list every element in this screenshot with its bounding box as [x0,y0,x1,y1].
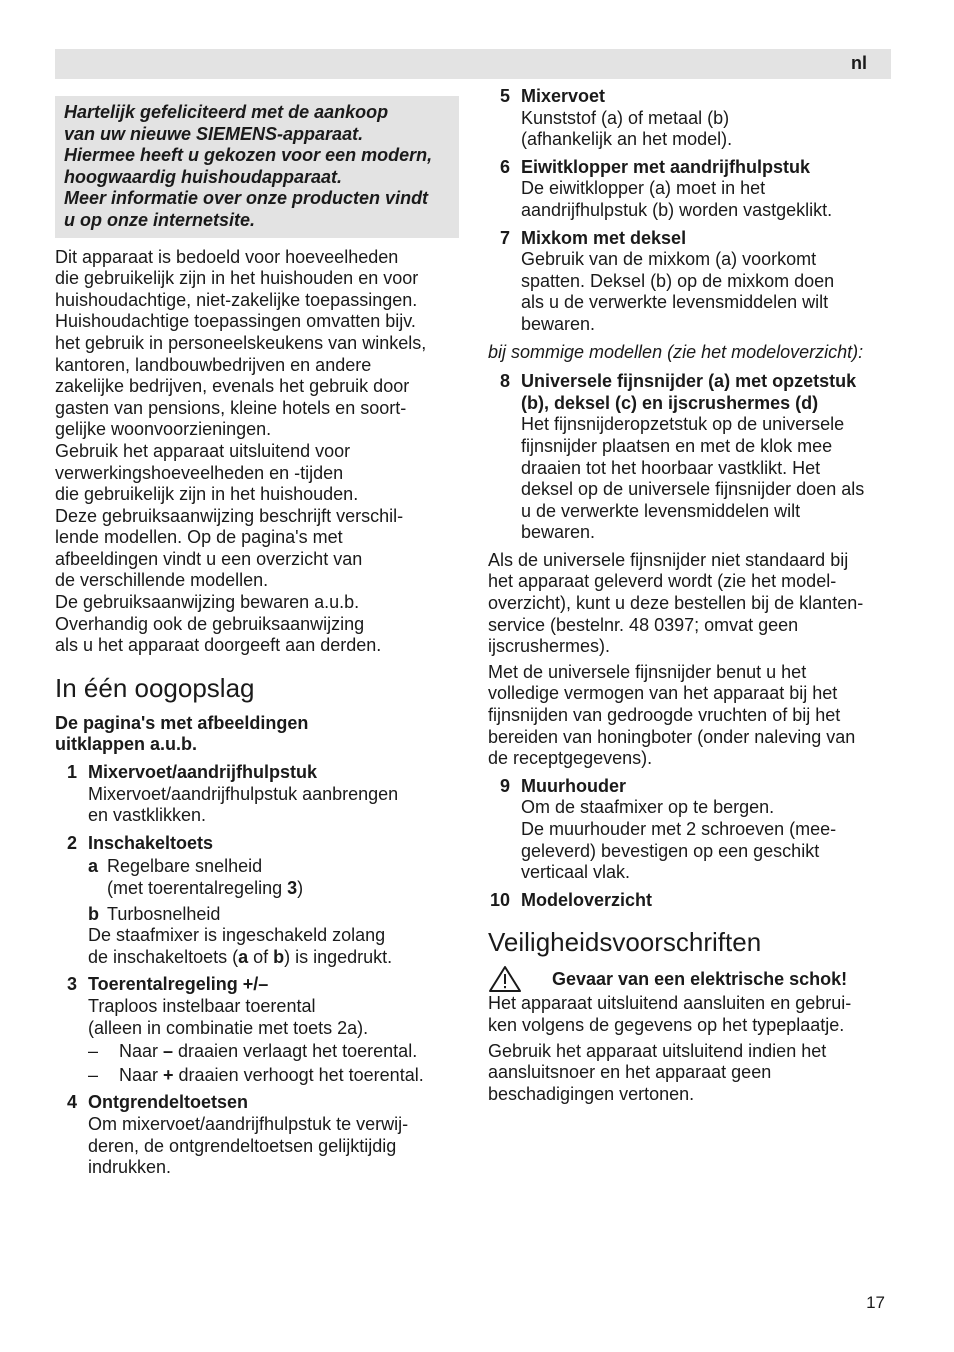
item-body-line [88,947,459,969]
item-body-line: Kunststof (a) of metaal (b) [521,107,730,128]
para-line: de receptgegevens). [488,748,653,769]
item-title: Ontgrendeltoetsen [88,1092,249,1113]
subheading-line: uitklappen a.u.b. [55,734,198,755]
item-title: Mixkom met deksel [521,227,687,248]
item-body-line: verticaal vlak. [521,862,631,883]
usage-line: het gebruik in personeelskeukens van winkels, [55,332,427,353]
item-number: 2 [67,832,78,853]
usage-line: Huishoudachtige toepassingen omvatten bijv. [55,311,416,332]
warning-text: Gevaar van een elektrische schok! [552,968,848,989]
intro-line: van uw nieuwe SIEMENS-apparaat. [64,123,364,144]
item-body-line: u de verwerkte levensmiddelen wilt [521,500,801,521]
overview-item-3 [55,974,459,1086]
item-number: 7 [500,227,511,248]
para-line: beschadigingen vertonen. [488,1083,695,1104]
para-line: Gebruik het apparaat uitsluitend indien het [488,1040,827,1061]
usage-line: Gebruik het apparaat uitsluitend voor [55,440,351,461]
usage-line: die gebruikelijk zijn in het huishouden en voor [55,268,419,289]
usage-line: kantoren, landbouwbedrijven en andere [55,354,372,375]
safety-paragraph-2 [488,1041,892,1106]
usage-paragraph [55,247,459,657]
text-run: of [248,946,274,967]
usage-line: zakelijke bedrijven, evenals het gebruik door [55,376,410,397]
para-line: service (bestelnr. 48 0397; omvat geen [488,614,799,635]
overview-item-7 [488,228,892,336]
item-body-line: De muurhouder met 2 schroeven (mee- [521,819,837,839]
text-run-bold: b [273,946,285,967]
item-title: Universele fijnsnijder (a) met opzetstuk [521,371,857,392]
item-number: 9 [500,775,511,796]
item-body-line: (alleen in combinatie met toets 2a). [88,1017,369,1038]
intro-box [55,96,459,238]
item-body-line: en vastklikken. [88,805,207,826]
intro-line: Hartelijk gefeliciteerd met de aankoop [64,102,389,122]
item-body-line: De staafmixer is ingeschakeld zolang [88,925,386,946]
usage-line: gasten van pensions, kleine hotels en soort- [55,397,407,418]
item-body-line: indrukken. [88,1157,172,1178]
sub-item-b [88,904,459,926]
usage-line: afbeeldingen vindt u een overzicht van [55,548,363,569]
text-run-bold: a [238,946,249,967]
text-run: draaien verlaagt het toerental. [173,1041,418,1062]
overview-heading: In één oogopslag [55,672,255,703]
para-line: ken volgens de gegevens op het typeplaatje. [488,1014,845,1035]
item-body-line: bewaren. [521,522,596,543]
intro-line: Hiermee heeft u gekozen voor een modern, [64,145,433,166]
item-body-line: geleverd) bevestigen op een geschikt [521,840,820,861]
usage-line: gelijke woonvoorzieningen. [55,419,272,440]
intro-line: hoogwaardig huishoudapparaat. [64,166,343,187]
overview-item-10 [488,890,892,912]
text-run: draaien verhoogt het toerental. [173,1064,424,1085]
dash-item [88,1041,459,1063]
safety-paragraph-1 [488,993,892,1036]
sub-letter: a [88,856,99,877]
intro-line: u op onze internetsite. [64,209,256,230]
warning-triangle-icon [488,965,522,993]
item-body-line: deksel op de universele fijnsnijder doen als [521,479,865,500]
usage-line: verwerkingshoeveelheden en -tijden [55,462,344,483]
item-body-line: fijnsnijder plaatsen en met de klok mee [521,435,833,456]
item-title: Modeloverzicht [521,889,653,910]
usage-line: huishoudachtige, niet-zakelijke toepassingen. [55,289,418,310]
usage-line: Deze gebruiksaanwijzing beschrijft verschil- [55,505,404,526]
item-body-line: als u de verwerkte levensmiddelen wilt [521,292,829,313]
para-line: Het apparaat uitsluitend aansluiten en gebrui- [488,993,852,1014]
item-number: 8 [500,371,511,392]
overview-item-1 [55,762,459,827]
usage-line: De gebruiksaanwijzing bewaren a.u.b. [55,592,360,613]
item-body-line: Het fijnsnijderopzetstuk op de universele [521,414,845,435]
para-line: aansluitsnoer en het apparaat geen [488,1062,772,1083]
item-number: 4 [67,1092,78,1113]
item-number: 1 [67,762,78,783]
para-line: het apparaat geleverd wordt (zie het model- [488,571,837,592]
text-run: Naar [119,1041,164,1062]
item-body-line: Om mixervoet/aandrijfhulpstuk te verwij- [88,1113,409,1134]
overview-item-8 [488,371,892,544]
item-number: 3 [67,974,78,995]
usage-line: de verschillende modellen. [55,570,269,591]
fijnsnijder-order-paragraph [488,550,892,658]
item-body-line: (afhankelijk an het model). [521,129,733,150]
item-number: 6 [500,156,511,177]
overview-item-6 [488,157,892,222]
overview-item-5 [488,86,892,151]
item-title: Eiwitklopper met aandrijfhulpstuk [521,156,811,177]
item-title: Mixervoet [521,86,606,106]
item-number: 5 [500,86,511,106]
usage-line: als u het apparaat doorgeeft aan derden. [55,635,382,656]
language-label: nl [851,53,867,73]
header-bar [55,49,891,79]
intro-line: Meer informatie over onze producten vindt [64,188,429,209]
para-line: bereiden van honingboter (onder naleving van [488,726,856,747]
overview-item-4 [55,1092,459,1178]
item-body-line: aandrijfhulpstuk (b) worden vastgeklikt. [521,199,833,220]
para-line: ijscrushermes). [488,636,611,657]
para-line: Als de universele fijnsnijder niet standaard bij [488,549,849,570]
text-run: Naar [119,1064,164,1085]
sub-text: ) [297,878,304,898]
electric-shock-warning [488,965,892,993]
item-body-line: Traploos instelbaar toerental [88,995,316,1016]
page-number: 17 [866,1293,885,1312]
sub-text: Turbosnelheid [107,903,221,924]
sub-text: Regelbare snelheid [107,856,263,877]
item-number: 10 [490,889,511,910]
dash-bullet: – [88,1041,99,1062]
item-body-line: Gebruik van de mixkom (a) voorkomt [521,249,817,270]
text-run-bold: + [163,1064,174,1085]
usage-line: Overhandig ook de gebruiksaanwijzing [55,613,365,634]
dash-bullet: – [88,1064,99,1085]
models-note: bij sommige modellen (zie het modeloverzicht): [488,341,864,362]
item-body-line: Mixervoet/aandrijfhulpstuk aanbrengen [88,783,399,804]
item-body-line: Om de staafmixer op te bergen. [521,797,775,818]
text-run: de inschakeltoets ( [88,946,239,967]
para-line: Met de universele fijnsnijder benut u het [488,661,807,682]
sub-item-a [88,856,459,899]
overview-subheading [55,713,459,756]
text-run-bold: – [163,1041,174,1062]
sub-text: (met toerentalregeling [107,878,288,898]
usage-line: die gebruikelijk zijn in het huishouden. [55,484,359,505]
usage-line: Dit apparaat is bedoeld voor hoeveelheden [55,246,399,267]
overview-item-2 [55,833,459,969]
left-column [55,96,459,1185]
subheading-line: De pagina's met afbeeldingen [55,712,309,733]
para-line: volledige vermogen van het apparaat bij het [488,683,838,704]
item-body-line: draaien tot het hoorbaar vastklikt. Het [521,457,821,478]
overview-item-9 [488,776,892,884]
sub-letter: b [88,903,99,924]
fijnsnijder-use-paragraph [488,662,892,770]
dash-item [88,1065,459,1087]
item-title: Muurhouder [521,775,626,796]
item-body-line: deren, de ontgrendeltoetsen gelijktijdig [88,1135,397,1156]
item-title: (b), deksel (c) en ijscrushermes (d) [521,392,819,413]
sub-text-bold: 3 [287,878,298,898]
text-run: ) is ingedrukt. [284,946,393,967]
item-body-line: spatten. Deksel (b) op de mixkom doen [521,270,835,291]
para-line: overzicht), kunt u deze bestellen bij de klanten- [488,593,864,614]
safety-heading: Veiligheidsvoorschriften [488,927,762,958]
right-column [488,86,892,1105]
para-line: fijnsnijden van gedroogde vruchten of bij het [488,705,841,726]
item-body-line: De eiwitklopper (a) moet in het [521,178,766,199]
item-title: Inschakeltoets [88,832,214,853]
item-title: Mixervoet/aandrijfhulpstuk [88,762,318,783]
item-body-line: bewaren. [521,313,596,334]
item-title: Toerentalregeling +/– [88,974,269,995]
usage-line: lende modellen. Op de pagina's met [55,527,343,548]
